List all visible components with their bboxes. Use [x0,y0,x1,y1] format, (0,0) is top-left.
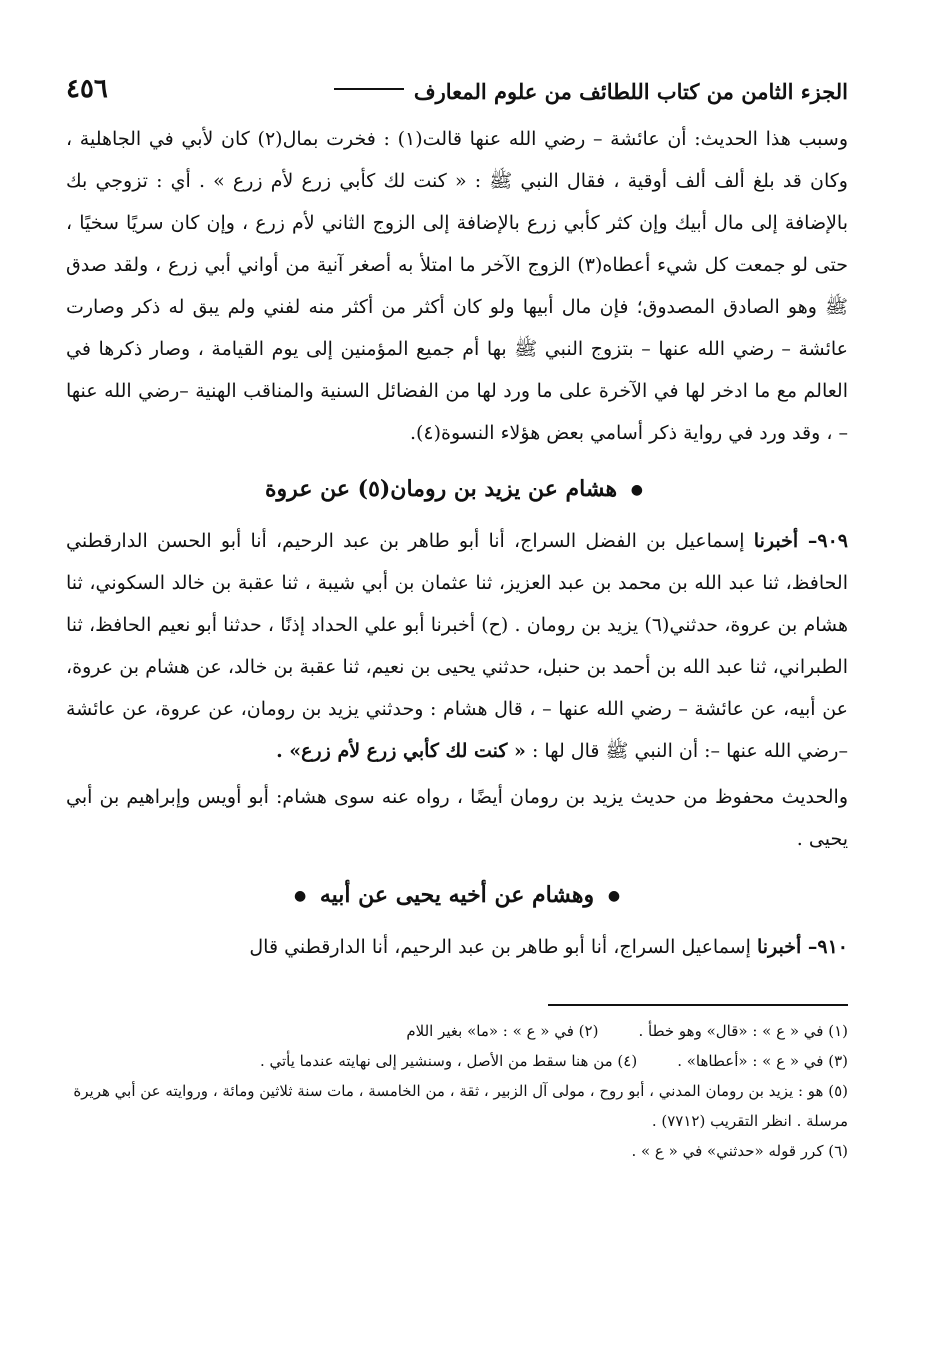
footnote-row [66,1046,848,1076]
footnote-2: (٢) في « ع » : «ما» بغير اللام [406,1022,599,1040]
hadith-909 [66,520,848,772]
footnotes [66,1016,848,1166]
footnote-row [66,1016,848,1046]
footnote-divider [548,1004,848,1006]
footnote-4: (٤) من هنا سقط من الأصل ، وسنشير إلى نهايته عندما يأتي . [259,1052,638,1070]
section-heading-1 [66,476,848,502]
bullet-icon: ● [630,482,643,498]
bullet-icon: ● [293,888,307,904]
bullet-icon: ● [607,888,621,904]
footnote-1: (١) في « ع » : «قال» وهو خطأ . [638,1022,848,1040]
footnote-5: (٥) هو : يزيد بن رومان المدني ، أبو روح ، مولى آل الزبير ، ثقة ، من الخامسة ، مات سنة ثلاثين ومائة ، وروايته عن أبي هريرة مرسلة . انظر التقريب (٧٧١٢) . [73,1082,848,1130]
page-number: ٤٥٦ [66,74,108,104]
hadith-909-number: ٩٠٩– أخبرنا [753,530,849,552]
footnote-6: (٦) كرر قوله «حدثني» في « ع » . [631,1142,848,1160]
running-title: الجزء الثامن من كتاب اللطائف من علوم المعارف [413,79,848,104]
book-page [66,64,848,1344]
section-heading-2-text: وهشام عن أخيه يحيى عن أبيه [319,882,595,908]
running-header [66,64,848,104]
header-rule [334,88,404,90]
hadith-909-text: إسماعيل بن الفضل السراج، أنا أبو طاهر بن عبد الرحيم، أنا أبو الحسن الدارقطني الحافظ، ثنا عبد الله بن محمد بن عبد العزيز، ثنا عثمان بن أبي شيبة ، ثنا عقبة بن خالد السكوني، ثنا هشام بن عروة، حدثني(٦) يزيد بن رومان . (ح) أخبرنا أبو علي الحداد إذنًا ، حدثنا أبو نعيم الحافظ، ثنا الطبراني، ثنا عبد الله بن أحمد بن حنبل، حدثني يحيى بن نعيم، ثنا عقبة بن خالد، عن هشام بن عروة، عن أبيه، عن عائشة – رضي الله عنها – ، قال هشام : وحدثني يزيد بن رومان، عن عروة، عن عائشة –رضي الله عنها –: أن النبي ﷺ قال لها : [66,530,848,762]
footnote-3: (٣) في « ع » : «أعطاها» . [677,1052,848,1070]
hadith-910-number: ٩١٠– أخبرنا [756,936,848,958]
section-heading-2 [66,882,848,908]
intro-paragraph: وسبب هذا الحديث: أن عائشة – رضي الله عنها قالت(١) : فخرت بمال(٢) كان لأبي في الجاهلية ، وكان قد بلغ ألف ألف أوقية ، فقال النبي ﷺ : « كنت لك كأبي زرع لأم زرع » . أي : تزوجي بك بالإضافة إلى مال أبيك وإن كثر كأبي زرع بالإضافة إلى الزوج الثاني لأم زرع ، وإن كان سريًا سخيًا ، حتى لو جمعت كل شيء أعطاه(٣) الزوج الآخر ما امتلأ به أصغر آنية من أواني أبي زرع ، ولقد صدق ﷺ وهو الصادق المصدوق؛ فإن مال أبيها ولو كان أكثر من أكثر منه لفني ولم يبق له ذكر وصارت عائشة – رضي الله عنها – بتزوج النبي ﷺ بها أم جميع المؤمنين إلى يوم القيامة ، وصار ذكرها في العالم مع ما ادخر لها في الآخرة على ما ورد لها من الفضائل السنية والمناقب الهنية –رضي الله عنها – ، وقد ورد في رواية ذكر أسامي بعض هؤلاء النسوة(٤). [66,128,849,444]
hadith-909-note: والحديث محفوظ من حديث يزيد بن رومان أيضًا ، رواه عنه سوى هشام: أبو أويس وإبراهيم بن أبي يحيى . [66,786,848,850]
hadith-910-text: إسماعيل السراج، أنا أبو طاهر بن عبد الرحيم، أنا الدارقطني قال [249,936,751,958]
hadith-909-quote: « كنت لك كأبي زرع لأم زرع» . [276,740,526,762]
hadith-910 [66,926,848,968]
section-heading-1-text: هشام عن يزيد بن رومان(٥) عن عروة [265,476,618,502]
running-title-wrap [334,79,848,104]
